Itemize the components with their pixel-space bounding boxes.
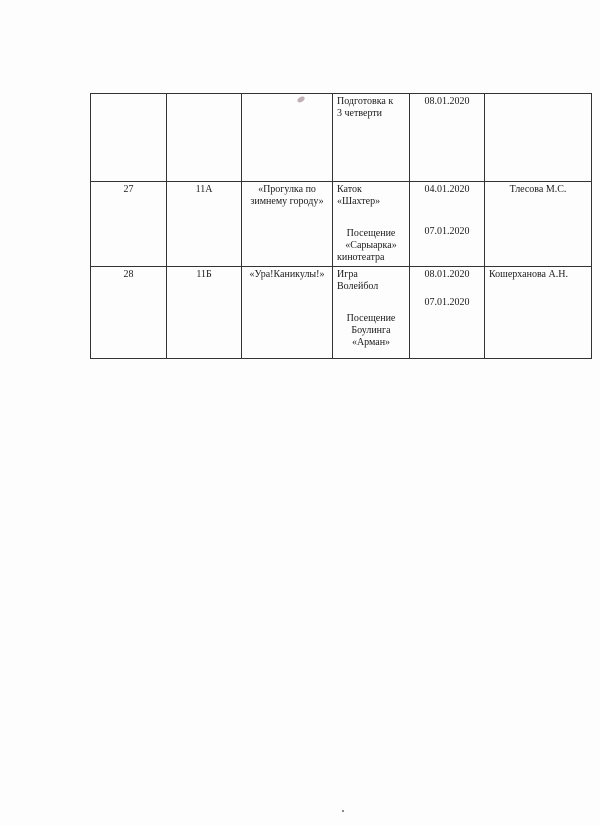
- teacher-cell: Тлесова М.С.: [485, 182, 592, 267]
- activity-line: Боулинга: [351, 325, 391, 336]
- page-dot: [342, 810, 344, 812]
- activity-line: Посещение: [346, 313, 396, 324]
- activity-cell: [333, 94, 410, 182]
- table-row: [91, 182, 592, 267]
- activity-line: кинотеатра: [337, 252, 385, 263]
- schedule-table: [90, 93, 592, 359]
- event-title-cell: [242, 94, 333, 182]
- date-cell: [410, 94, 485, 182]
- row-number-cell: [91, 94, 167, 182]
- date-line: 08.01.2020: [424, 269, 470, 280]
- activity-line: Каток: [337, 184, 362, 195]
- row-number-cell: 27: [91, 182, 167, 267]
- teacher-cell: [485, 94, 592, 182]
- row-number-cell: 28: [91, 267, 167, 359]
- activity-line: Волейбол: [337, 281, 379, 292]
- class-cell: 11Б: [167, 267, 242, 359]
- class-cell: [167, 94, 242, 182]
- activity-line: Игра: [337, 269, 358, 280]
- activity-line: «Шахтер»: [337, 196, 381, 207]
- activity-line: 3 четверти: [337, 108, 383, 119]
- activity-cell: [333, 267, 410, 359]
- date-line: 08.01.2020: [424, 96, 470, 107]
- date-cell: [410, 182, 485, 267]
- date-line: 07.01.2020: [424, 226, 470, 237]
- table-row: [91, 267, 592, 359]
- activity-line: Посещение: [346, 228, 396, 239]
- activity-line: Подготовка к: [337, 96, 394, 107]
- table-row: [91, 94, 592, 182]
- event-title-cell: «Прогулка по зимнему городу»: [242, 182, 333, 267]
- date-line: 04.01.2020: [424, 184, 470, 195]
- date-line: 07.01.2020: [424, 297, 470, 308]
- event-title-cell: «Ура!Каникулы!»: [242, 267, 333, 359]
- date-cell: [410, 267, 485, 359]
- activity-cell: [333, 182, 410, 267]
- teacher-cell: Кошерханова А.Н.: [485, 267, 592, 359]
- activity-line: «Арман»: [351, 337, 391, 348]
- class-cell: 11А: [167, 182, 242, 267]
- activity-line: «Сарыарка»: [345, 240, 397, 251]
